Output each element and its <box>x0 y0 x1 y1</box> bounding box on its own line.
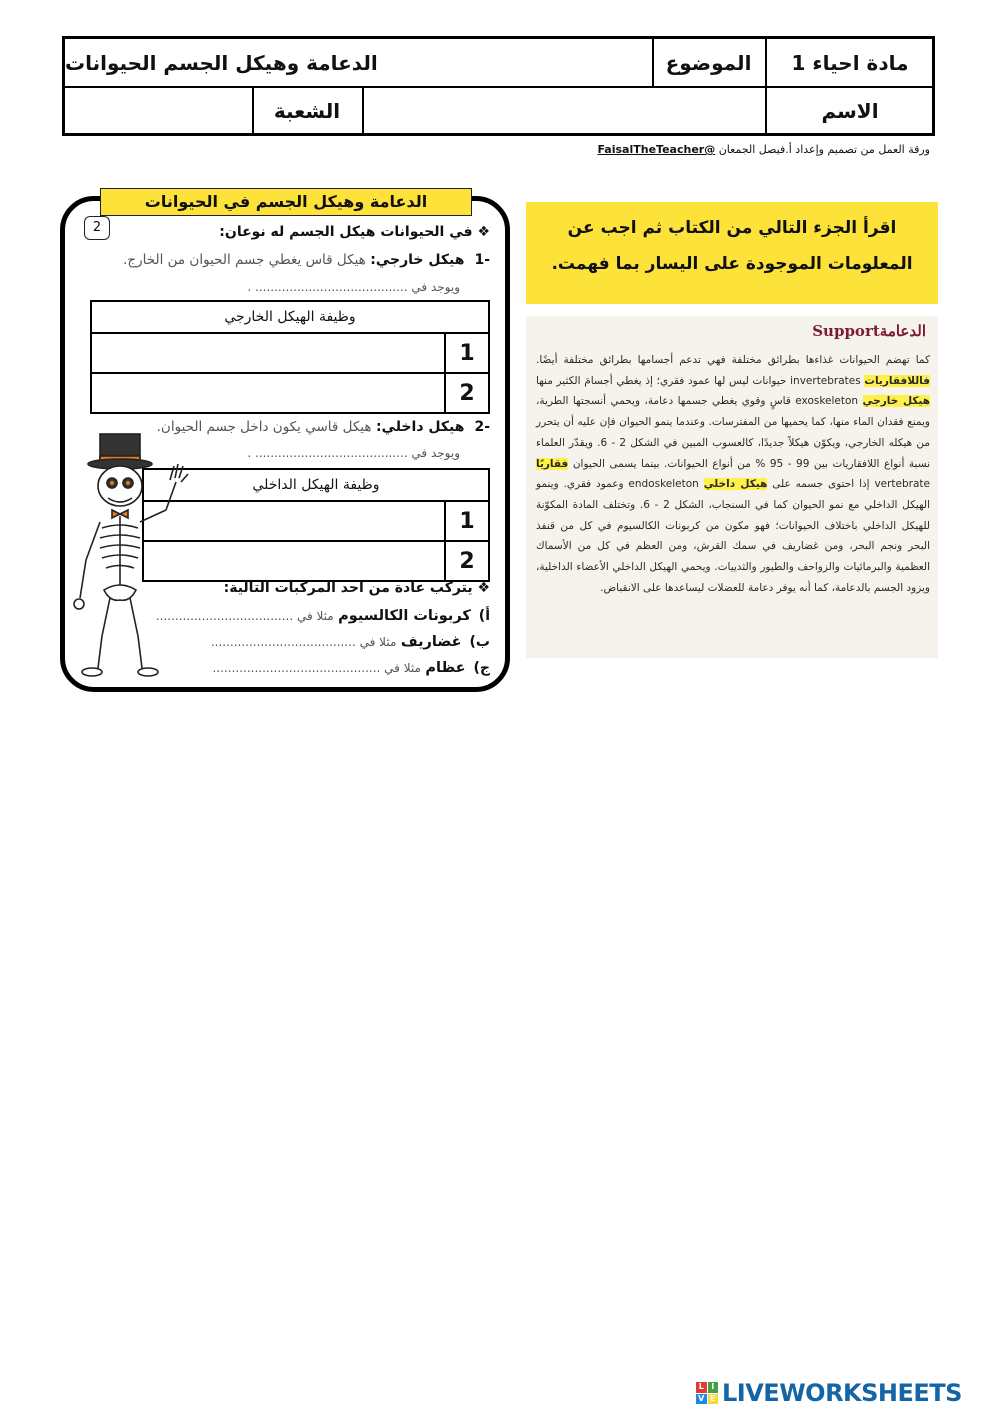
item2-number: -2 <box>474 419 490 435</box>
skeleton-illustration <box>66 430 192 680</box>
excerpt-paragraph <box>536 350 930 598</box>
instruction-line-2: المعلومات الموجودة على اليسار بما فهمت. <box>551 254 913 274</box>
credit-text: ورقة العمل من تصميم وإعداد أ.فيصل الجمعان <box>718 143 930 156</box>
liveworksheets-logo <box>696 1378 996 1408</box>
credit-handle: @FaisalTheTeacher <box>597 143 716 156</box>
excerpt-text-2: invertebrates حيوانات ليس لها عمود فقري؛ إذ يغطي أجسامَ الكثير منها <box>536 374 861 387</box>
page-number-badge: 2 <box>84 216 110 240</box>
table1-row-2-answer[interactable] <box>91 373 445 413</box>
logo-square-i: I <box>708 1382 719 1393</box>
heading-english: Support <box>812 322 880 340</box>
logo-square-e: E <box>708 1394 719 1405</box>
excerpt-text-3: exoskeleton قاسٍ وقوي يغطي جسمها دعامة، ويحمي أنسجتها الطرية، ويمنع فقدان الماء منها، كما يحميها من المفترسات. وعندما ينمو الحيوان فإن عليه أن يتحرر من هيكله الخارجي، ويكوّن هيكلاً جديدًا، كالعسوب المبين في الشكل 2 - 6. ويقدّر العلماء نسبة أنواع اللافقاريات بين 99 - 95 % من أنواع الحيوانات. بينما يسمى الحيوان <box>536 395 931 470</box>
item2-definition: هيكل قاسي يكون داخل جسم الحيوان. <box>156 419 372 435</box>
logo-square-v: V <box>696 1394 707 1405</box>
exoskeleton-function-table <box>90 300 490 414</box>
brand-logo-icon <box>696 1382 718 1404</box>
topic-label: الموضوع <box>665 50 752 75</box>
brand-wordmark[interactable]: LIVEWORKSHEETS <box>722 1379 962 1407</box>
credit-line <box>560 143 930 156</box>
excerpt-heading <box>794 322 926 340</box>
textbook-excerpt <box>526 316 938 658</box>
excerpt-text-1: كما تهضم الحيوانات غذاءها بطرائق مختلفة فهي تدعم أجسامها بطرائق مختلفة أيضًا. <box>536 354 930 366</box>
excerpt-text-5: endoskeleton وعمود فقري. وينمو الهيكل الداخلي مع نمو الحيوان كما في السنجاب، الشكل 2 - 6. وتختلف المادة المكوّنة للهيكل الداخلي باختلاف الحيوانات؛ فهو مكون من كربونات الكالسيوم في كل من قنفذ البحر ونجم البحر، ومن غضاريف في سمك القرش، ومن العظم في كل من الأسماك العظمية والبرمائيات والزواحف والطيور والثدييات. ويحمي الهيكل الداخلي الأعضاء الداخلية، ويزود الجسم بالدعامة، كما أنه يوفر دعامة للعضلات ليساعدها على الانقباض. <box>536 478 930 594</box>
item-b-term: غضاريف <box>400 634 462 650</box>
worksheet-title: الدعامة وهيكل الجسم في الحيوانات <box>100 188 472 216</box>
table1-row-2-number: 2 <box>445 373 489 413</box>
instruction-box <box>526 202 938 304</box>
table1-header: وظيفة الهيكل الخارجي <box>91 301 489 333</box>
endoskeleton-function-table <box>142 468 490 582</box>
item1-definition: هيكل قاس يغطي جسم الحيوان من الخارج. <box>123 252 366 268</box>
item-a-blank[interactable]: مثلا في .................................... <box>155 609 334 623</box>
item-c-blank[interactable]: مثلا في ............................................ <box>212 661 421 675</box>
item1-number: -1 <box>474 252 490 268</box>
item-a-term: كربونات الكالسيوم <box>338 608 471 624</box>
item-a-label: أ) <box>478 608 490 624</box>
table1-row-1-answer[interactable] <box>91 333 445 373</box>
item-b-blank[interactable]: مثلا في ...................................... <box>210 635 397 649</box>
name-field[interactable] <box>365 88 763 134</box>
item2-term: هيكل داخلي: <box>375 419 465 435</box>
item1-term: هيكل خارجي: <box>370 252 465 268</box>
table1-row-1-number: 1 <box>445 333 489 373</box>
subject-label: مادة احياء 1 <box>791 50 909 75</box>
highlight-exoskeleton: هيكل خارجي <box>862 395 931 408</box>
name-label: الاسم <box>821 99 879 123</box>
instruction-line-1: اقرأ الجزء التالي من الكتاب ثم اجب عن <box>567 218 897 238</box>
question-intro: ❖ في الحيوانات هيكل الجسم له نوعان: <box>219 224 490 240</box>
excerpt-text-4: vertebrate إذا احتوى جسمه على <box>772 478 930 491</box>
item1-found-in[interactable]: ويوجد في ........................................ . <box>247 280 460 294</box>
item2-found-in[interactable]: ويوجد في ........................................ . <box>247 446 460 460</box>
highlight-endoskeleton: هيكل داخلي <box>703 478 768 491</box>
table2-header: وظيفة الهيكل الداخلي <box>143 469 489 501</box>
logo-square-l: L <box>696 1382 707 1393</box>
heading-arabic: الدعامة <box>879 322 926 340</box>
item-b-label: ب) <box>469 634 490 650</box>
section-field[interactable] <box>67 88 250 134</box>
section-label: الشعبة <box>273 99 341 123</box>
item-c-label: ج) <box>473 660 490 676</box>
header-table <box>62 36 935 136</box>
item-c-term: عظام <box>425 660 466 676</box>
item-exoskeleton <box>80 252 490 268</box>
highlight-vertebrate: فقاريًا <box>536 457 569 470</box>
table2-row-1-number: 1 <box>445 501 489 541</box>
highlight-invertebrates: فاللافقاريات <box>864 374 930 387</box>
table2-row-2-number: 2 <box>445 541 489 581</box>
composition-question: ❖ يتركب عادة من احد المركبات التالية: <box>223 580 490 596</box>
topic-value: الدعامة وهيكل الجسم الحيوانات <box>65 50 378 75</box>
